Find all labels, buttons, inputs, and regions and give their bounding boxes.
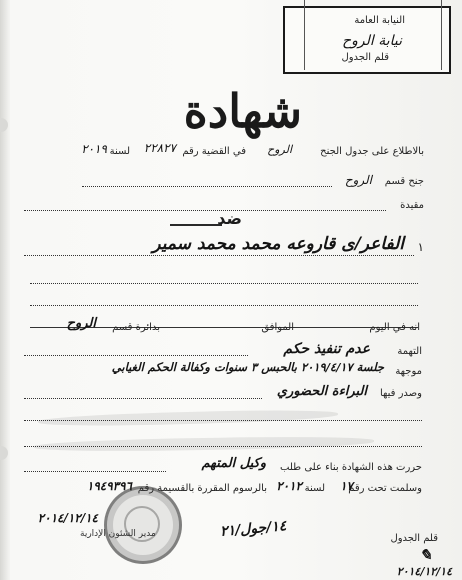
clerk-signature-date: ٢٠١٤/١٢/١٤	[396, 565, 452, 578]
issue-date: ٢٠١٤/١٢/١٤	[37, 511, 98, 525]
document-title: شهادة	[183, 84, 302, 138]
delivered-year: ٢٠١٢	[276, 479, 302, 493]
charge-value: عدم تنفيذ حكم	[283, 341, 370, 357]
misdemeanor-fill: الروح	[344, 173, 372, 187]
delivered-number: ١٧	[340, 479, 353, 493]
clerk-office: قلم الجدول	[341, 52, 389, 63]
prosecution-office: نيابة الروح	[342, 33, 402, 49]
blank-dots-1	[30, 283, 418, 284]
blank-dots-4	[24, 420, 422, 421]
defendant-dots	[24, 255, 414, 256]
clerk-label: قلم الجدول	[390, 533, 438, 544]
receipt-number: ١٩٤٩٣٩٦	[86, 479, 132, 493]
registered-dots	[24, 210, 386, 211]
blank-dots-5	[24, 446, 422, 447]
delivered-label: وسلمت تحت رقم	[348, 483, 422, 494]
issued-value: البراءة الحضوري	[276, 384, 367, 399]
against-rule	[170, 224, 222, 226]
day-label: انه في اليوم	[369, 322, 420, 333]
corresponding-label: الموافق	[261, 322, 294, 333]
blank-dots-2	[30, 305, 418, 306]
misdemeanor-dots	[82, 186, 332, 187]
defendant-name: الفاعر/ى قاروعه محمد محمد سمير	[152, 234, 404, 254]
review-line-fill: الروح	[267, 143, 292, 156]
circuit-fill: الروح	[66, 316, 96, 331]
strike-stroke-1	[38, 408, 338, 428]
case-year-label: لسنة	[109, 146, 130, 157]
charge-label: التهمة	[397, 346, 422, 357]
misdemeanor-label: جنح قسم	[384, 176, 424, 187]
circuit-label: بدائرة قسم	[112, 322, 160, 333]
clerk-signature: ✎	[419, 546, 432, 564]
registered-label: مقيدة	[400, 200, 424, 211]
strike-stroke-2	[34, 435, 374, 453]
case-label: في القضية رقم	[182, 146, 246, 157]
case-number: ٢٢٨٢٧	[143, 141, 176, 155]
charge-dots	[24, 355, 248, 356]
issued-dots	[24, 398, 262, 399]
fees-label: بالرسوم المقررة بالقسيمة رقم	[137, 483, 267, 494]
issued-label: وصدر فيها	[379, 388, 422, 399]
seal-caption: مدير الشئون الإدارية	[80, 529, 156, 539]
case-year: ٢٠١٩	[81, 142, 107, 156]
certify-dots	[24, 471, 166, 472]
against-label: ضد	[217, 209, 242, 228]
defendant-number: ١	[417, 240, 424, 254]
referred-value: جلسة ٢٠١٩/٤/١٧ بالحبس ٣ سنوات وكفالة الحكم الغيابي	[111, 360, 384, 374]
scan-edge-shadow	[0, 0, 10, 580]
certify-label: حررت هذه الشهادة بناء على طلب	[280, 462, 422, 473]
review-line-label: بالاطلاع على جدول الجنح	[320, 146, 424, 157]
prosecution-label: النيابة العامة	[354, 15, 405, 26]
certify-value: وكيل المتهم	[201, 456, 266, 471]
bottom-date: ١٤/جول/٢١	[219, 518, 287, 540]
referred-label: موجهة	[395, 366, 422, 377]
delivered-year-label: لسنة	[304, 483, 325, 494]
